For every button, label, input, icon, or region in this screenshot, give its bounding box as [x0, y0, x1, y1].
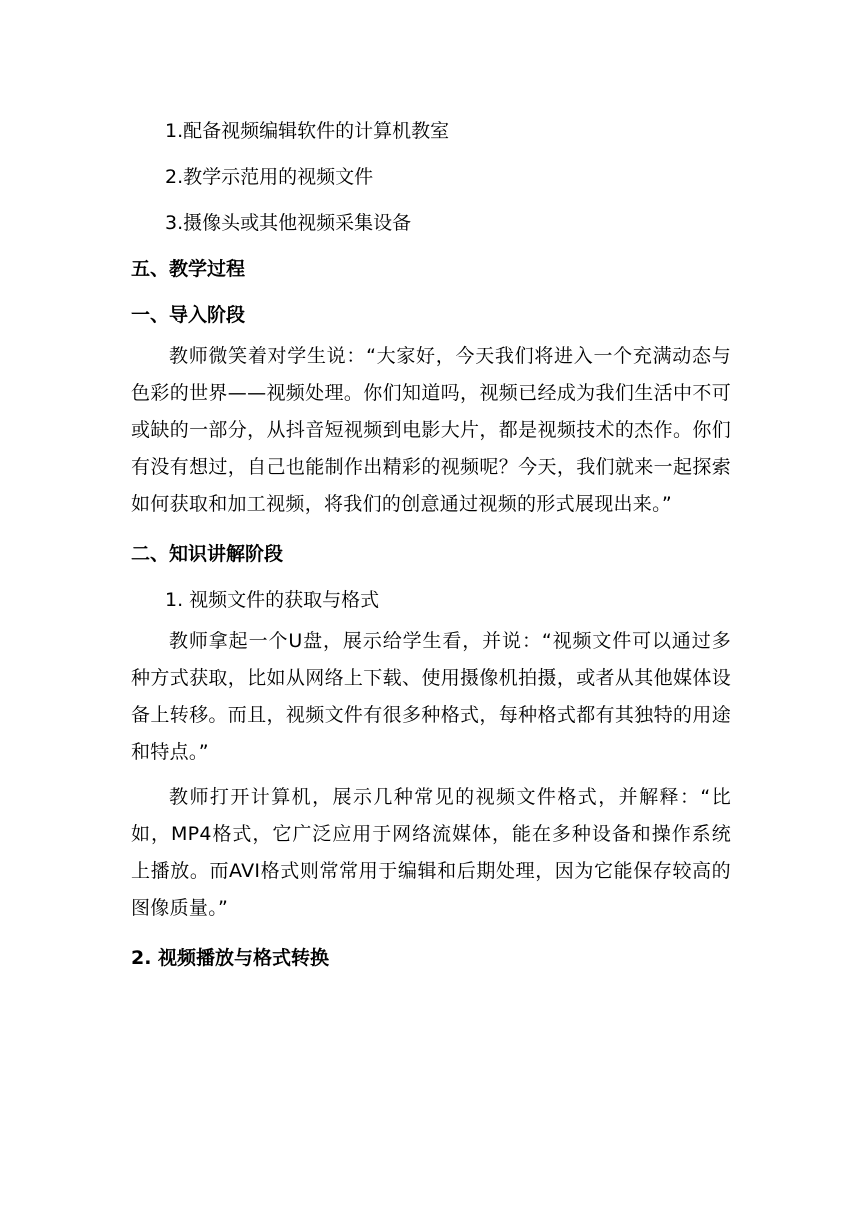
subheading-video-acquisition: 1. 视频文件的获取与格式 — [165, 589, 380, 611]
heading-knowledge-stage: 二、知识讲解阶段 — [131, 543, 284, 565]
paragraph-format-explanation: 教师打开计算机，展示几种常见的视频文件格式，并解释：“比如，MP4格式，它广泛应用于网络流媒体，能在多种设备和操作系统上播放。而AVI格式则常常用于编辑和后期处理，因为它能保存较高的图像质量。” — [131, 786, 731, 919]
material-item-3: 3.摄像头或其他视频采集设备 — [165, 212, 412, 234]
material-item-1: 1.配备视频编辑软件的计算机教室 — [165, 120, 450, 142]
document-body — [131, 108, 731, 981]
subheading-playback-conversion: 2. 视频播放与格式转换 — [131, 947, 330, 969]
heading-intro-stage: 一、导入阶段 — [131, 304, 246, 326]
intro-paragraph: 教师微笑着对学生说：“大家好，今天我们将进入一个充满动态与色彩的世界——视频处理。你们知道吗，视频已经成为我们生活中不可或缺的一部分，从抖音短视频到电影大片，都是视频技术的杰作。你们有没有想过，自己也能制作出精彩的视频呢？今天，我们就来一起探索如何获取和加工视频，将我们的创意通过视频的形式展现出来。” — [131, 345, 731, 515]
material-item-2: 2.教学示范用的视频文件 — [165, 166, 374, 188]
section-heading-teaching-process: 五、教学过程 — [131, 258, 246, 280]
paragraph-usb-demo: 教师拿起一个U盘，展示给学生看，并说：“视频文件可以通过多种方式获取，比如从网络上下载、使用摄像机拍摄，或者从其他媒体设备上转移。而且，视频文件有很多种格式，每种格式都有其独特的用途和特点。” — [131, 630, 731, 763]
